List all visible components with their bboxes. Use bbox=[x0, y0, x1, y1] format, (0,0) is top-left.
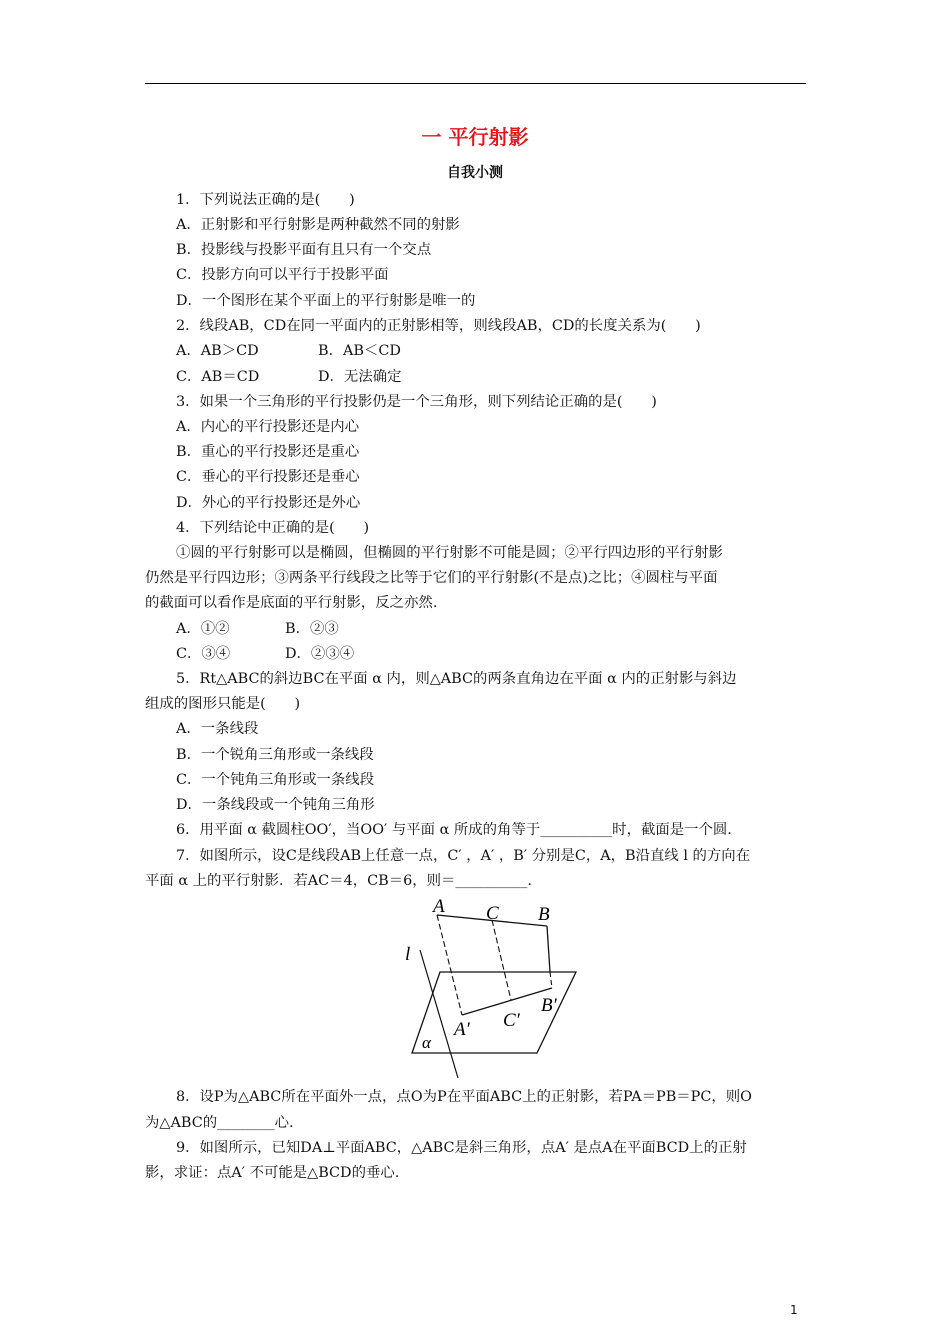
question-6-stem: 6．用平面 α 截圆柱OO′，当OO′ 与平面 α 所成的角等于__________时，截面是一个圆. bbox=[176, 822, 732, 838]
projection-line-c bbox=[492, 920, 511, 1000]
question-7-stem-line-1: 7．如图所示，设C是线段AB上任意一点，C′ ，A′ ，B′ 分别是C，A，B沿直线 l 的方向在 bbox=[176, 848, 751, 864]
label-alpha: α bbox=[422, 1033, 431, 1052]
question-3-option-d: D．外心的平行投影还是外心 bbox=[176, 495, 361, 511]
question-5-stem-line-2: 组成的图形只能是( ) bbox=[145, 696, 301, 712]
question-2-stem: 2．线段AB，CD在同一平面内的正射影相等，则线段AB，CD的长度关系为( ) bbox=[176, 318, 701, 334]
question-5-option-d: D．一条线段或一个钝角三角形 bbox=[176, 797, 375, 813]
page-number: 1 bbox=[790, 1303, 798, 1317]
projection-line-b-solid bbox=[547, 926, 550, 972]
label-l: l bbox=[405, 944, 411, 965]
question-3-stem: 3．如果一个三角形的平行投影仍是一个三角形，则下列结论正确的是( ) bbox=[176, 394, 657, 410]
question-4-option-b: B．②③ bbox=[285, 621, 339, 637]
question-1-option-b: B．投影线与投影平面有且只有一个交点 bbox=[176, 242, 432, 258]
projection-figure bbox=[400, 890, 600, 1090]
question-5-stem-line-1: 5．Rt△ABC的斜边BC在平面 α 内，则△ABC的两条直角边在平面 α 内的正射影与斜边 bbox=[176, 671, 737, 687]
question-3-option-a: A．内心的平行投影还是内心 bbox=[176, 419, 360, 435]
label-b-prime: B′ bbox=[541, 995, 557, 1016]
question-4-body-line-3: 的截面可以看作是底面的平行射影，反之亦然. bbox=[145, 595, 438, 611]
question-9-stem-line-1: 9．如图所示，已知DA⊥平面ABC，△ABC是斜三角形，点A′ 是点A在平面BCD上的正射 bbox=[176, 1140, 747, 1156]
question-7-stem-line-2: 平面 α 上的平行射影．若AC＝4，CB＝6，则＝__________. bbox=[145, 873, 532, 889]
question-4-option-c: C．③④ bbox=[176, 646, 231, 662]
question-5-option-a: A．一条线段 bbox=[176, 721, 259, 737]
question-4-stem: 4．下列结论中正确的是( ) bbox=[176, 520, 370, 536]
projection-line-b-dashed bbox=[550, 972, 552, 988]
question-4-body-line-2: 仍然是平行四边形；③两条平行线段之比等于它们的平行射影(不是点)之比；④圆柱与平面 bbox=[145, 570, 718, 586]
question-1-option-a: A．正射影和平行射影是两种截然不同的射影 bbox=[176, 217, 460, 233]
label-c: C bbox=[486, 903, 499, 924]
projection-line-a bbox=[437, 915, 462, 1015]
question-3-option-c: C．垂心的平行投影还是垂心 bbox=[176, 469, 360, 485]
question-4-option-a: A．①② bbox=[176, 621, 230, 637]
page-title: 一 平行射影 bbox=[421, 125, 529, 149]
question-5-option-c: C．一个钝角三角形或一条线段 bbox=[176, 772, 375, 788]
question-8-stem-line-2: 为△ABC的________心. bbox=[145, 1115, 294, 1131]
label-a: A bbox=[433, 896, 445, 917]
question-2-option-a: A．AB＞CD bbox=[176, 343, 259, 359]
question-3-option-b: B．重心的平行投影还是重心 bbox=[176, 444, 360, 460]
label-b: B bbox=[538, 904, 550, 925]
question-2-option-b: B．AB＜CD bbox=[318, 343, 401, 359]
question-5-option-b: B．一个锐角三角形或一条线段 bbox=[176, 747, 374, 763]
question-2-option-d: D．无法确定 bbox=[318, 369, 402, 385]
question-9-stem-line-2: 影，求证：点A′ 不可能是△BCD的垂心. bbox=[145, 1165, 400, 1181]
section-title: 自我小测 bbox=[447, 165, 503, 181]
question-8-stem-line-1: 8．设P为△ABC所在平面外一点，点O为P在平面ABC上的正射影，若PA＝PB＝PC，则O bbox=[176, 1089, 752, 1105]
label-c-prime: C′ bbox=[503, 1010, 520, 1031]
question-1-option-c: C．投影方向可以平行于投影平面 bbox=[176, 267, 389, 283]
question-2-option-c: C．AB＝CD bbox=[176, 369, 260, 385]
question-1-option-d: D．一个图形在某个平面上的平行射影是唯一的 bbox=[176, 293, 476, 309]
question-4-body-line-1: ①圆的平行射影可以是椭圆，但椭圆的平行射影不可能是圆；②平行四边形的平行射影 bbox=[176, 545, 723, 561]
question-4-option-d: D．②③④ bbox=[285, 646, 355, 662]
question-1-stem: 1．下列说法正确的是( ) bbox=[176, 192, 355, 208]
header-rule bbox=[145, 83, 806, 84]
label-a-prime: A′ bbox=[454, 1019, 470, 1040]
